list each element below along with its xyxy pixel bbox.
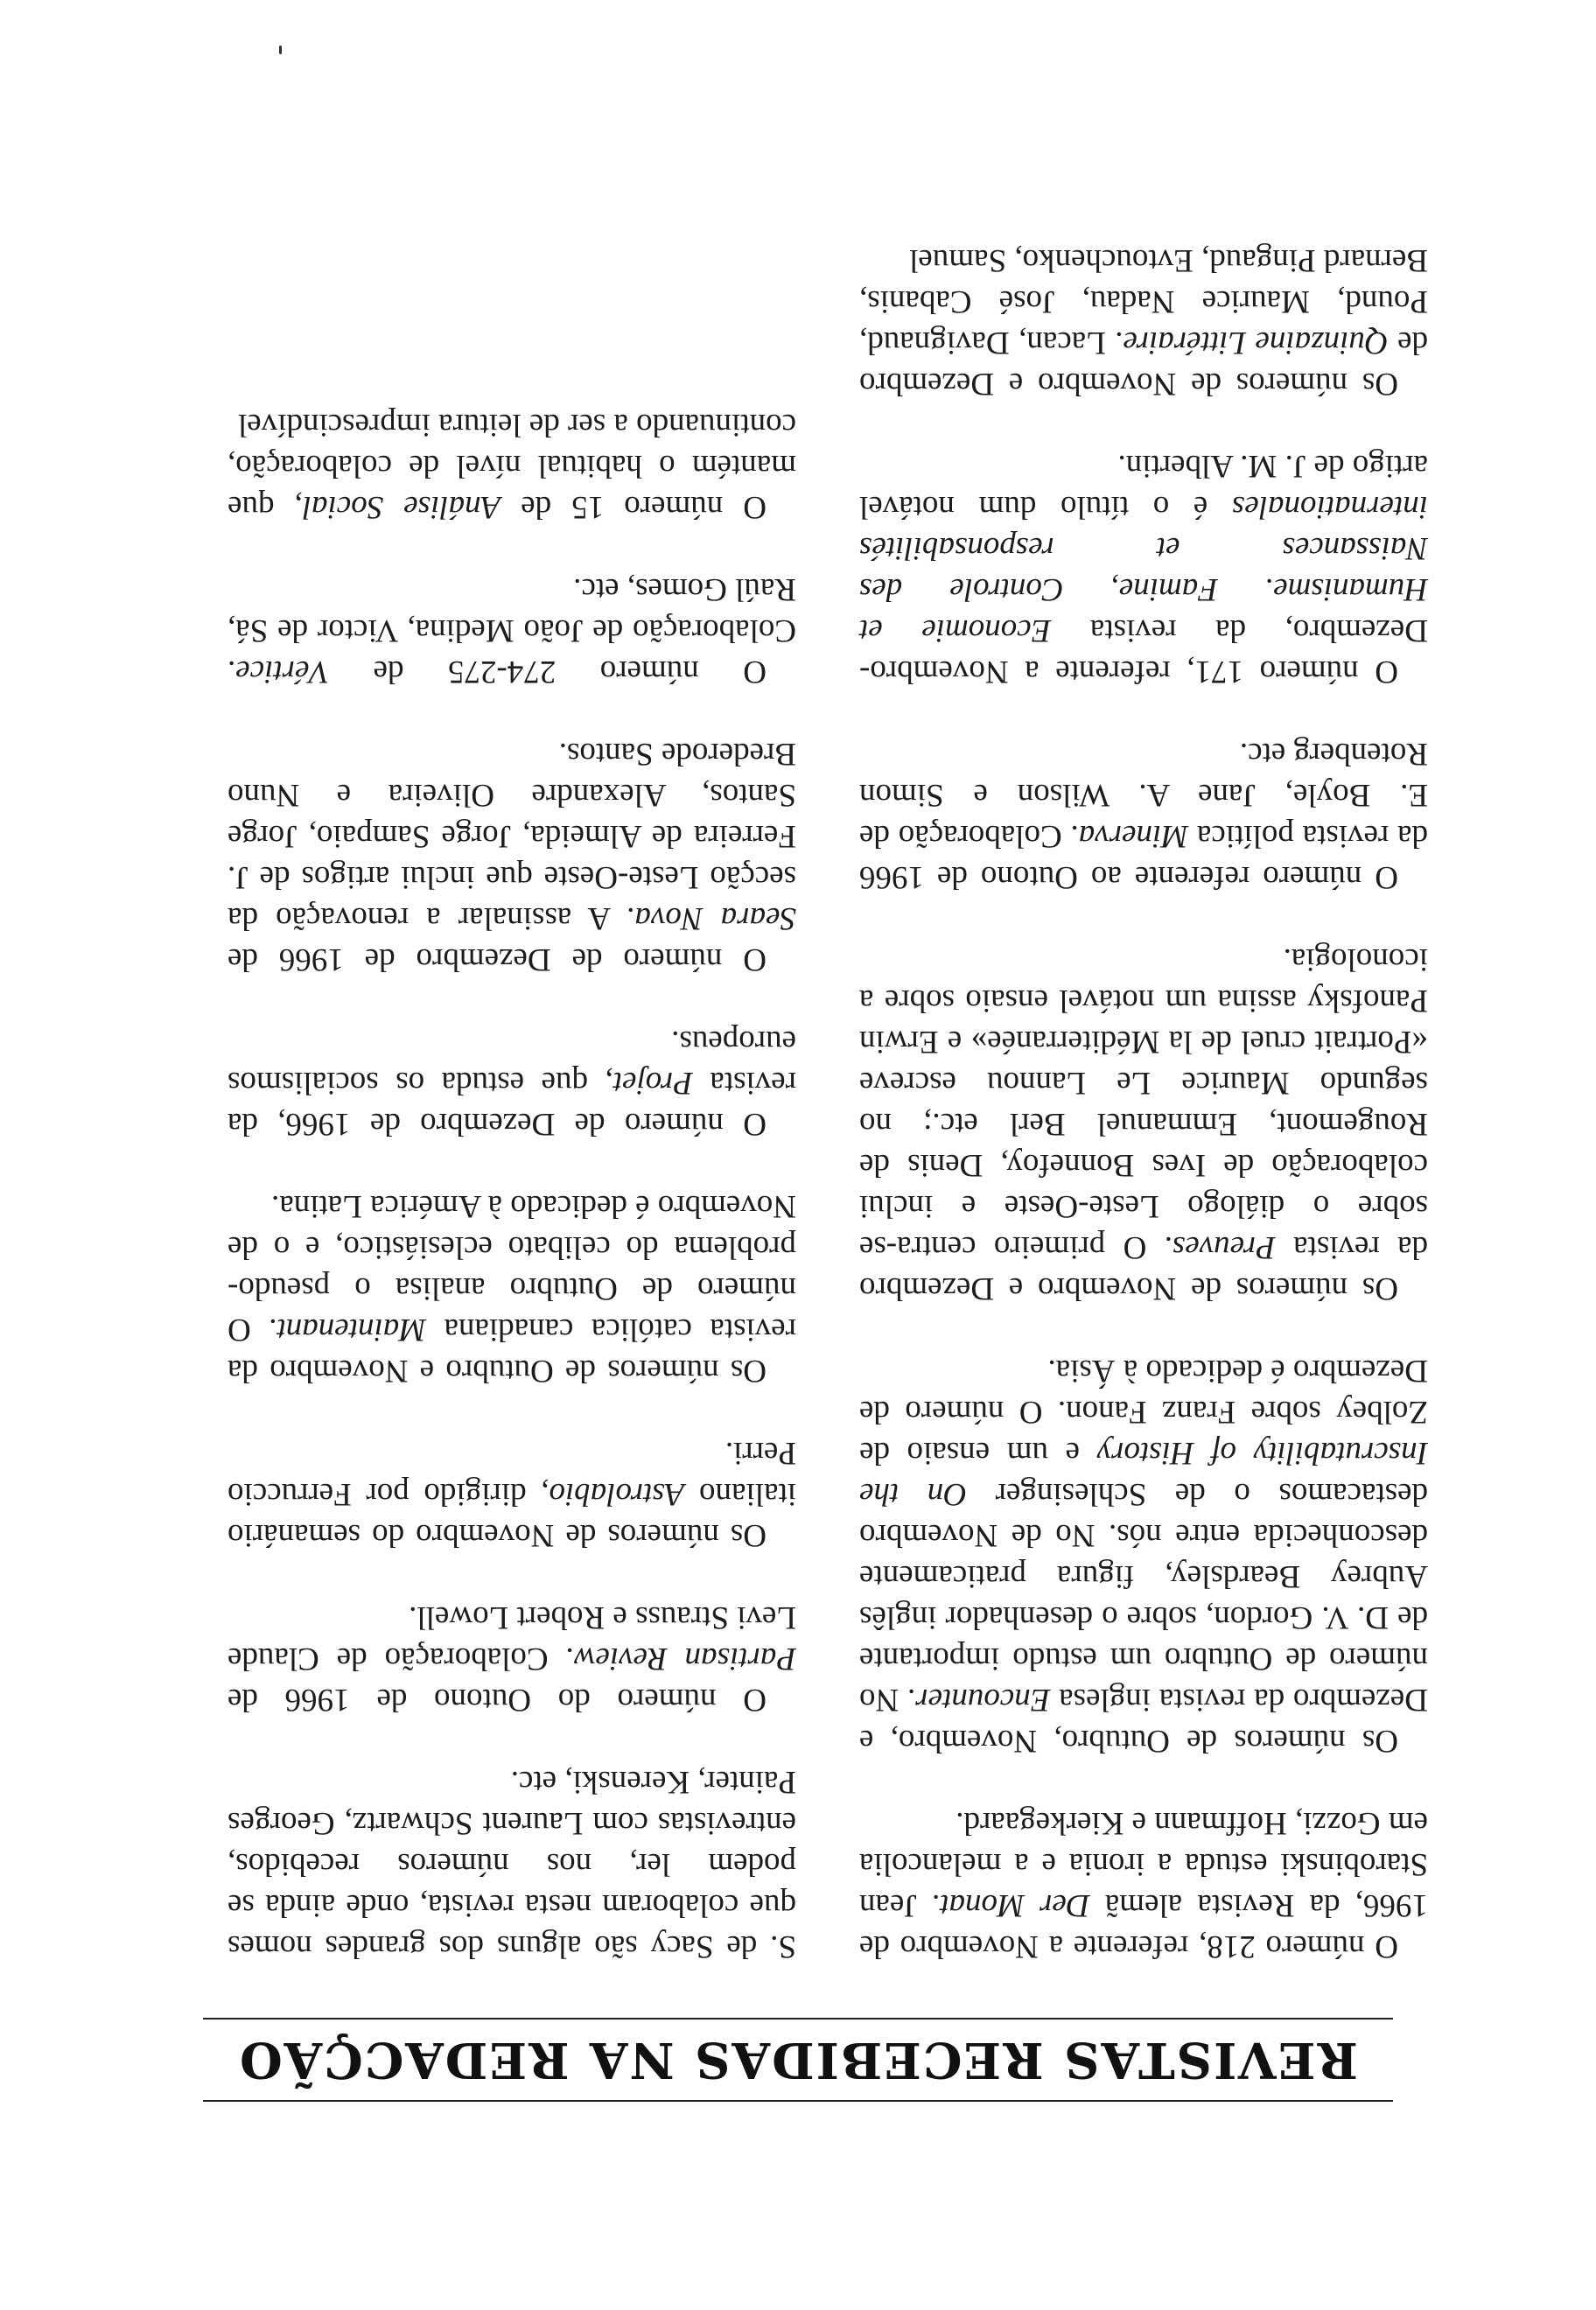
top-rule xyxy=(203,2100,1393,2102)
scan-speck xyxy=(279,46,282,54)
heading-underline xyxy=(203,2018,1393,2020)
entry-continuation-sacy: S. de Sacy são alguns dos grandes nomes que colaboram nesta revista, onde ainda se podem ler, nos números recebidos, entrevistas com Laurent Schwartz, Georges Painter, Kerenski, etc. xyxy=(228,1764,796,1964)
left-column xyxy=(859,199,1428,1967)
page-heading: REVISTAS RECEBIDAS NA REDACÇÃO xyxy=(238,2031,1358,2089)
entry-encounter: Os números de Outubro, Novembro, e Dezembro da revista inglesa Encounter. No número de Outubro um estudo importante de D. V. Gordon, sobre o desenhador inglês Aubrey Beardsley, figura praticamente desconhecida entre nós. No de Novembro destacamos o de Schlesinger On the Inscrutability of History e um ensaio de Zolbey sobre Franz Fanon. O número de Dezembro é dedicado à Ásia. xyxy=(859,1353,1428,1759)
right-column xyxy=(228,363,796,1967)
entry-maintenant: Os números de Outubro e Novembro da revista católica canadiana Maintenant. O número de Outubro analisa o pseudo-problema do celibato eclesiástico, e o de Novembro é dedicado à América Latina. xyxy=(228,1188,796,1389)
entry-partisan-review: O número do Outono de 1966 de Partisan Review. Colaboração de Claude Levi Strauss e Robert Lowell. xyxy=(228,1600,796,1718)
entry-seara-nova: O número de Dezembro de 1966 de Seara Nova. A assinalar a renovação da secção Leste-Oeste que inclui artigos de J. Ferreira de Almeida, Jorge Sampaio, Jorge Santos, Alexandre Oliveira e Nuno Brederode Santos. xyxy=(228,736,796,977)
entry-projet: O número de Dezembro de 1966, da revista Projet, que estuda os socialismos europeus. xyxy=(228,1024,796,1142)
entry-der-monat: O número 218, referente a Novembro de 1966, da Revista alemã Der Monat. Jean Starobinski estuda a ironia e a melancolia em Gozzi, Hoffmann e Kierkegaard. xyxy=(859,1805,1428,1964)
entry-preuves: Os números de Novembro e Dezembro da revista Preuves. O primeiro centra-se sobre o diálogo Leste-Oeste e inclui colaboração de Ives Bonnefoy, Denis de Rougemont, Emmanuel Berl etc.; no segundo Maurice Le Lannou escreve «Portrait cruel de la Méditerranée» e Erwin Panofsky assina um notável ensaio sobre a iconologia. xyxy=(858,942,1428,1306)
entry-economie-et-humanisme: O número 171, referente a Novembro-Dezembro, da revista Economie et Humanisme. Famine, Controle des Naissances et responsabilités internationales é o título dum notável artigo de J. M. Albertin. xyxy=(858,448,1428,690)
entry-vertice: O número 274-275 de Vértice. Colaboração de João Medina, Victor de Sá, Raúl Gomes, etc. xyxy=(228,571,796,690)
entry-astrolabio: Os números de Novembro do semanário italiano Astrolabio, dirigido por Ferruccio Perri. xyxy=(227,1435,796,1553)
entry-analise-social: O número 15 de Análise Social, que mantém o habitual nível de colaboração, continuando a ser de leitura imprescindível xyxy=(228,407,796,525)
entry-quinzaine-litteraire: Os números de Novembro e Dezembro de Quinzaine Littéraire. Lacan, Davignaud, Pound, Maurice Nadau, José Cabanis, Bernard Pingaud, Evtouchenko, Samuel xyxy=(859,242,1428,402)
entry-minerva: O número referente ao Outono de 1966 da revista política Minerva. Colaboração de E. Boyle, Jane A. Wilson e Simon Rotenberg etc. xyxy=(859,736,1428,895)
